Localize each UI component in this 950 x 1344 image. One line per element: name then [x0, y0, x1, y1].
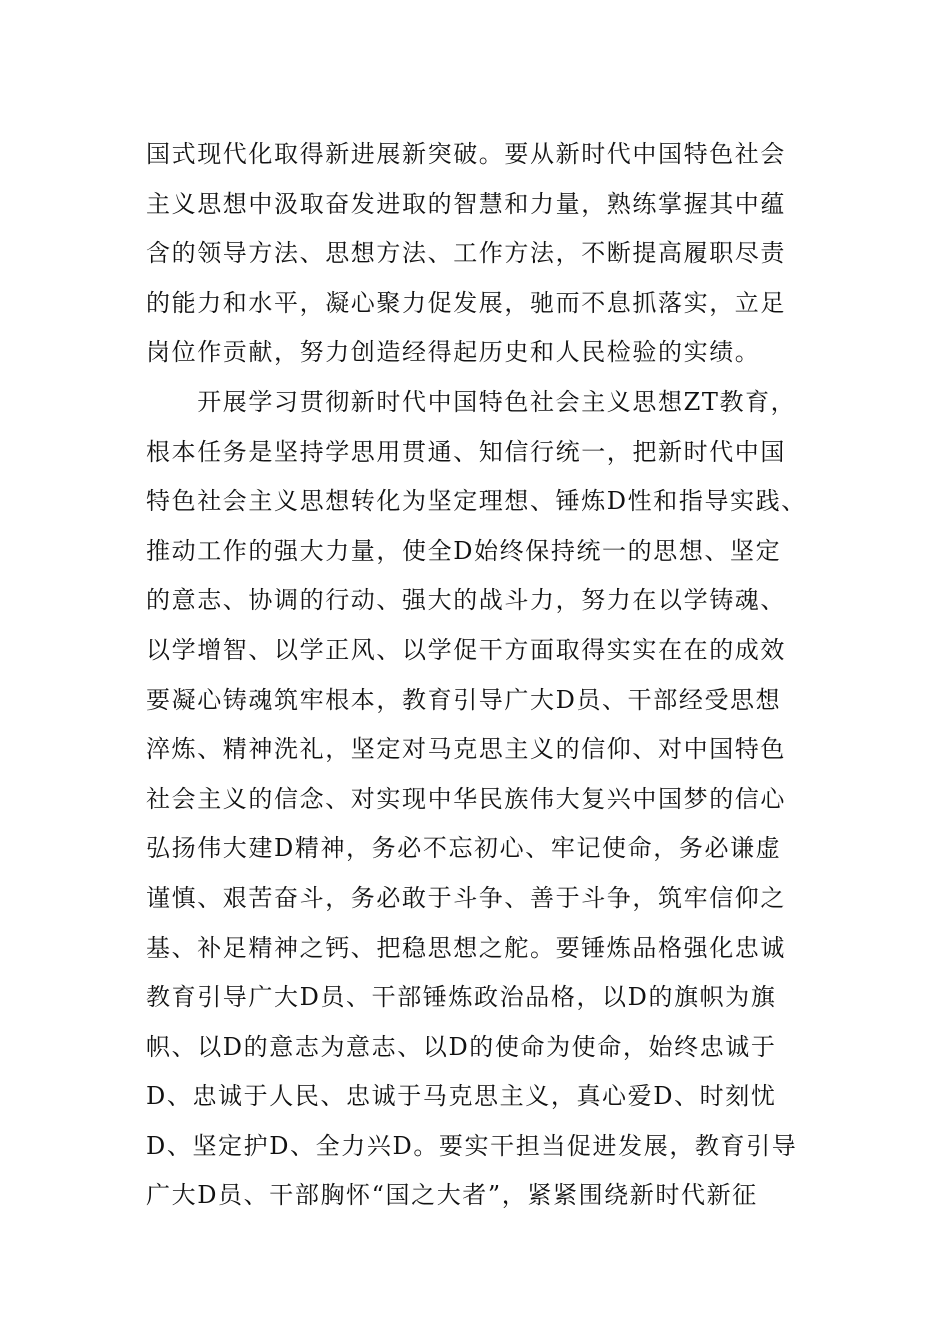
- text-line: 开展学习贯彻新时代中国特色社会主义思想ZT教育，: [146, 387, 797, 416]
- text-line: 要凝心铸魂筑牢根本，教育引导广大D员、干部经受思想: [146, 685, 782, 714]
- text-line: 岗位作贡献，努力创造经得起历史和人民检验的实绩。: [146, 338, 761, 367]
- text-line: 淬炼、精神洗礼，坚定对马克思主义的信仰、对中国特色: [146, 735, 786, 764]
- text-line: D、坚定护D、全力兴D。要实干担当促进发展，教育引导: [146, 1131, 798, 1160]
- text-line: D、忠诚于人民、忠诚于马克思主义，真心爱D、时刻忧: [146, 1082, 777, 1111]
- text-line: 推动工作的强大力量，使全D始终保持统一的思想、坚定: [146, 536, 782, 565]
- text-line: 的意志、协调的行动、强大的战斗力，努力在以学铸魂、: [146, 586, 786, 615]
- text-line: 谨慎、艰苦奋斗，务必敢于斗争、善于斗争，筑牢信仰之: [146, 883, 786, 912]
- text-line: 基、补足精神之钙、把稳思想之舵。要锤炼品格强化忠诚: [146, 933, 786, 962]
- text-line: 社会主义的信念、对实现中华民族伟大复兴中国梦的信心: [146, 784, 786, 813]
- text-line: 国式现代化取得新进展新突破。要从新时代中国特色社会: [146, 140, 786, 168]
- text-line: 根本任务是坚持学思用贯通、知信行统一，把新时代中国: [146, 437, 786, 466]
- text-line: 含的领导方法、思想方法、工作方法，不断提高履职尽责: [146, 239, 786, 268]
- body-text: [146, 130, 846, 1221]
- text-line: 教育引导广大D员、干部锤炼政治品格，以D的旗帜为旗: [146, 983, 777, 1012]
- text-line: 以学增智、以学正风、以学促干方面取得实实在在的成效: [146, 635, 786, 664]
- text-line: 特色社会主义思想转化为坚定理想、锤炼D性和指导实践、: [146, 487, 807, 516]
- text-line: 弘扬伟大建D精神，务必不忘初心、牢记使命，务必谦虚: [146, 834, 782, 863]
- text-line: 帜、以D的意志为意志、以D的使命为使命，始终忠诚于: [146, 1032, 777, 1061]
- text-line: 的能力和水平，凝心聚力促发展，驰而不息抓落实，立足: [146, 288, 786, 317]
- text-line: 主义思想中汲取奋发进取的智慧和力量，熟练掌握其中蕴: [146, 189, 786, 218]
- text-line: 广大D员、干部胸怀“国之大者”，紧紧围绕新时代新征: [146, 1181, 758, 1210]
